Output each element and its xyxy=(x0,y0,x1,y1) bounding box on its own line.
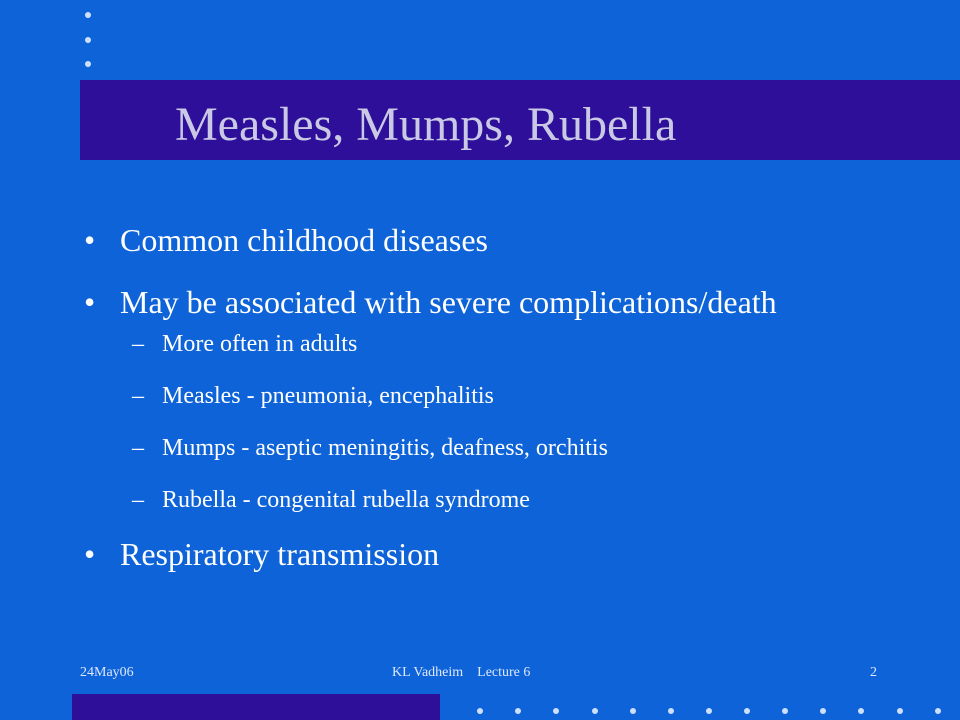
sub-bullet-item: – Measles - pneumonia, encephalitis xyxy=(120,382,940,411)
decorative-dot xyxy=(858,708,864,714)
decorative-dot xyxy=(744,708,750,714)
decorative-dot xyxy=(515,708,521,714)
decorative-dot xyxy=(630,708,636,714)
footer-page-number: 2 xyxy=(870,665,877,680)
decorative-dot xyxy=(935,708,941,714)
decorative-dot xyxy=(85,12,91,18)
footer-date: 24May06 xyxy=(80,665,134,680)
bullet-text: May be associated with severe complications/death xyxy=(120,284,777,320)
decorative-dot xyxy=(668,708,674,714)
bullet-item xyxy=(80,218,940,262)
sub-bullet-item: – Mumps - aseptic meningitis, deafness, orchitis xyxy=(120,434,940,463)
bullet-text: Respiratory transmission xyxy=(120,536,440,572)
bullet-text: Common childhood diseases xyxy=(120,222,488,258)
footer-bar xyxy=(72,694,440,720)
bullet-item xyxy=(80,532,940,576)
decorative-dot xyxy=(85,61,91,67)
slide-title: Measles, Mumps, Rubella xyxy=(175,98,677,151)
decorative-dot xyxy=(85,37,91,43)
sub-bullet-item: – Rubella - congenital rubella syndrome xyxy=(120,486,940,515)
decorative-dot xyxy=(592,708,598,714)
bullet-list xyxy=(80,218,940,576)
decorative-dot xyxy=(782,708,788,714)
sub-bullet-list xyxy=(120,330,940,515)
bullet-item xyxy=(80,280,940,515)
decorative-dot xyxy=(820,708,826,714)
footer-author-lecture: KL Vadheim Lecture 6 xyxy=(392,665,531,680)
decorative-dot xyxy=(897,708,903,714)
decorative-dot xyxy=(706,708,712,714)
decorative-dot xyxy=(553,708,559,714)
sub-bullet-item: – More often in adults xyxy=(120,330,940,359)
decorative-dot xyxy=(477,708,483,714)
